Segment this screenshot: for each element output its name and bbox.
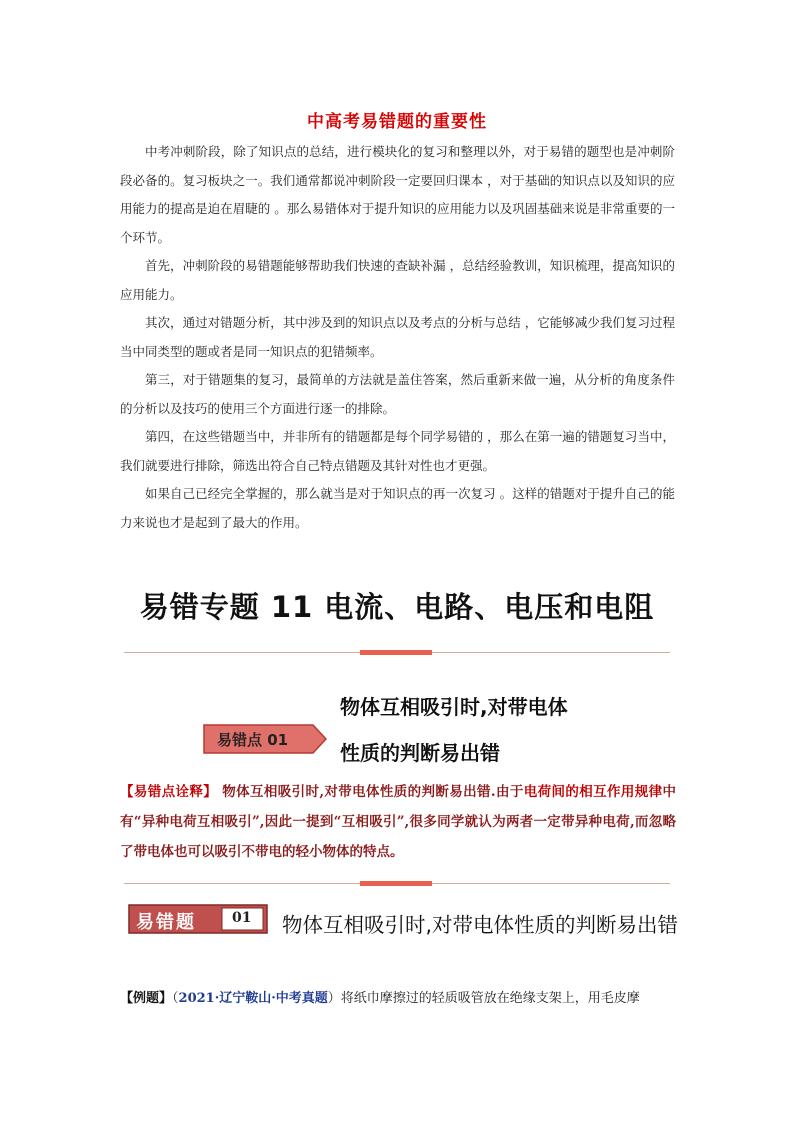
example-source: 2021·辽宁鞍山·中考真题 bbox=[178, 991, 328, 1006]
topic-title: 易错专题 11 电流、电路、电压和电阻 bbox=[139, 590, 655, 624]
divider-accent bbox=[360, 650, 432, 655]
error-point-title-line: 性质的判断易出错 bbox=[340, 741, 500, 765]
question-title: 物体互相吸引时,对带电体性质的判断易出错 bbox=[282, 913, 679, 937]
example-source-open: （ bbox=[172, 991, 179, 1006]
explain-text: 物体互相吸引时,对带电体性质的判断易出错.由于 bbox=[217, 784, 524, 800]
example-text: 将纸巾摩擦过的轻质吸管放在绝缘支架上，用毛皮摩 bbox=[340, 991, 640, 1006]
intro-paragraph: 其次，通过对错题分析，其中涉及到的知识点以及考点的分析与总结 ，它能够减少我们复习过程当中同类型的题或者是同一知识点的犯错频率。 bbox=[120, 315, 675, 359]
example-tag: 【例题】 bbox=[120, 991, 173, 1006]
error-point-title-line: 物体互相吸引时,对带电体 bbox=[340, 695, 568, 719]
error-point-badge bbox=[203, 724, 313, 754]
divider-accent bbox=[360, 881, 432, 886]
error-point-explanation bbox=[120, 777, 676, 867]
intro-body bbox=[120, 138, 675, 537]
example-source-close: ） bbox=[327, 991, 341, 1006]
example-line bbox=[120, 988, 680, 1010]
explain-highlight: 电荷间的相互作用规律 bbox=[523, 784, 663, 800]
error-point-title bbox=[340, 684, 660, 776]
intro-paragraph: 第四，在这些错题当中，并非所有的错题都是每个同学易错的 ，那么在第一遍的错题复习当中，我们就要进行排除，筛选出符合自己特点错题及其针对性也才更强。 bbox=[120, 429, 675, 473]
section-divider bbox=[124, 652, 670, 653]
question-badge-label: 易错题 bbox=[136, 912, 196, 933]
intro-title: 中高考易错题的重要性 bbox=[307, 112, 487, 132]
explain-tag: 【易错点诠释】 bbox=[120, 784, 218, 800]
intro-paragraph: 如果自己已经完全掌握的，那么就当是对于知识点的再一次复习 。这样的错题对于提升自己的能力来说也才是起到了最大的作用。 bbox=[120, 486, 675, 530]
intro-paragraph: 中考冲刺阶段，除了知识点的总结，进行模块化的复习和整理以外，对于易错的题型也是冲刺阶段必备的。复习板块之一。我们通常都说冲刺阶段一定要回归课本 ，对于基础的知识点以及知识的应用能力的提高是迫在眉睫的 。那么易错体对于提升知识的应用能力以及巩固基础来说是非常重要的一个环节。 bbox=[120, 144, 675, 245]
explain-text: 中有“异种电荷互相吸引”,因此一提到“互相吸引”,很多同学就认为两者一定带异种电荷,而忽略了带电体也可以吸引不带电的轻小物体的特点。 bbox=[120, 784, 677, 860]
intro-paragraph: 第三，对于错题集的复习，最简单的方法就是盖住答案，然后重新来做一遍，从分析的角度条件的分析以及技巧的使用三个方面进行逐一的排除。 bbox=[120, 372, 675, 416]
section-divider bbox=[124, 883, 670, 884]
question-badge-number: 01 bbox=[232, 910, 252, 926]
error-point-badge-label: 易错点 01 bbox=[217, 731, 289, 749]
intro-paragraph: 首先，冲刺阶段的易错题能够帮助我们快速的查缺补漏 ，总结经验教训，知识梳理，提高知识的应用能力。 bbox=[120, 258, 675, 302]
